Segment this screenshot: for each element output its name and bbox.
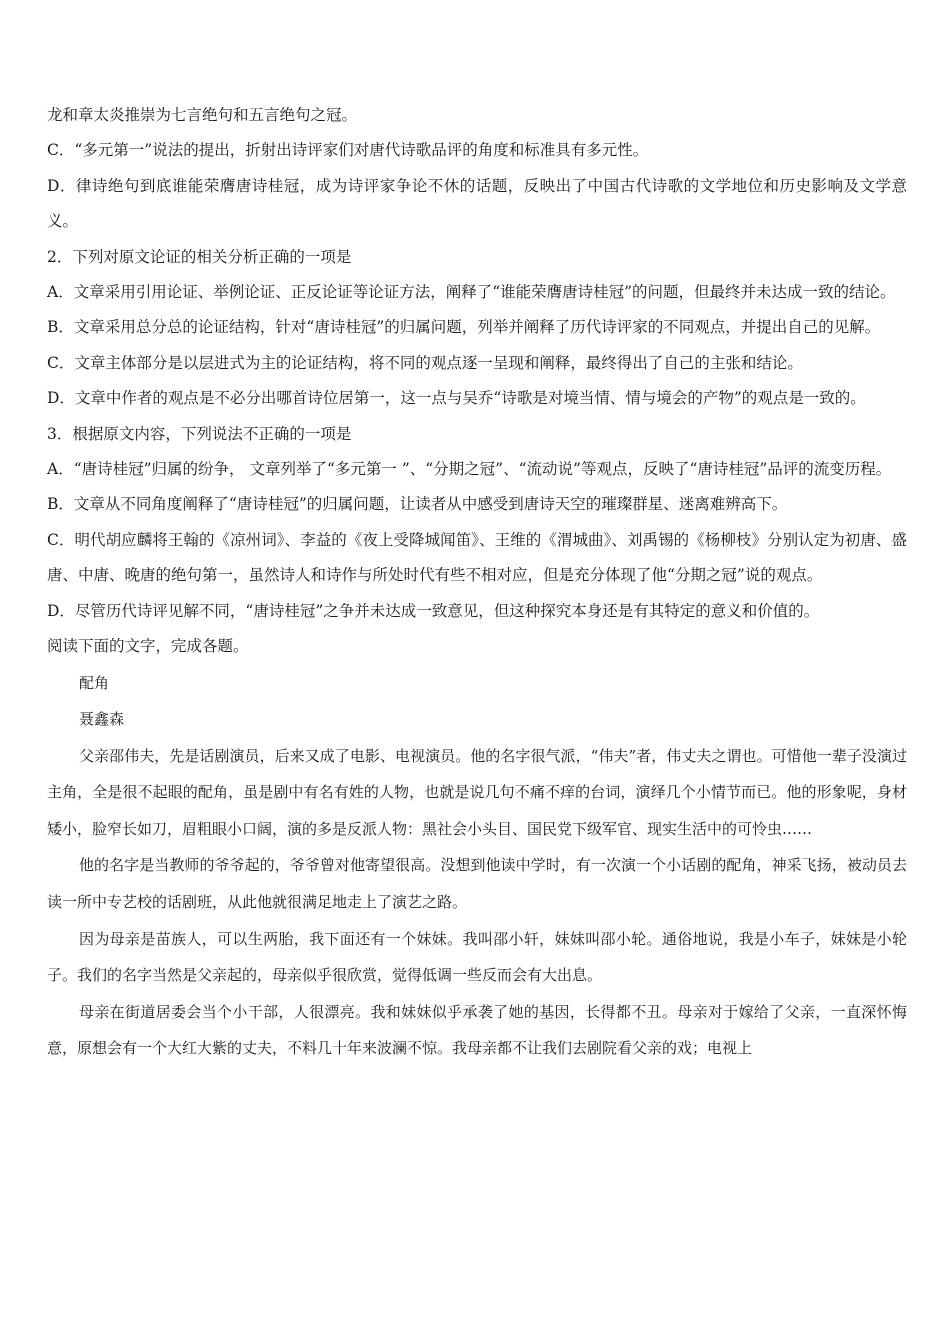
story-paragraph: 因为母亲是苗族人，可以生两胎，我下面还有一个妹妹。我叫邵小轩，妹妹叫邵小轮。通俗地说，我是小车子，妹妹是小轮子。我们的名字当然是父亲起的，母亲似乎很欣赏，觉得低调一些反而会有大出息。 [47,929,907,985]
story-paragraph: 父亲邵伟夫，先是话剧演员，后来又成了电影、电视演员。他的名字很气派，“伟夫”者，伟丈夫之谓也。可惜他一辈子没演过主角，全是很不起眼的配角，虽是剧中有名有姓的人物，也就是说几句不痛不痒的台词，演绎几个小情节而已。他的形象呢，身材矮小，脸窄长如刀，眉粗眼小口阔，演的多是反派人物：黑社会小头目、国民党下级军官、现实生活中的可怜虫…… [47,746,907,838]
q2-option-c: C．文章主体部分是以层进式为主的论证结构，将不同的观点逐一呈现和阐释，最终得出了自己的主张和结论。 [47,353,803,372]
q2-option-a: A．文章采用引用论证、举例论证、正反论证等论证方法，阐释了“谁能荣膺唐诗桂冠”的问题，但最终并未达成一致的结论。 [47,283,896,302]
text-line: 龙和章太炎推崇为七言绝句和五言绝句之冠。 [47,106,358,124]
reading-instruction: 阅读下面的文字，完成各题。 [47,637,249,656]
story-author: 聂鑫森 [79,710,125,729]
q3-option-c: C．明代胡应麟将王翰的《凉州词》、李益的《夜上受降城闻笛》、王维的《渭城曲》、刘禹锡的《杨柳枝》分别认定为初唐、盛唐、中唐、晚唐的绝句第一，虽然诗人和诗作与所处时代有些不相对应，但是充分体现了他“分期之冠”说的观点。 [47,530,907,585]
question-2: 2．下列对原文论证的相关分析正确的一项是 [47,247,352,266]
q2-option-b: B．文章采用总分总的论证结构，针对“唐诗桂冠”的归属问题，列举并阐释了历代诗评家的不同观点，并提出自己的见解。 [47,318,881,337]
q3-option-d: D．尽管历代诗评见解不同，“唐诗桂冠”之争并未达成一致意见，但这种探究本身还是有其特定的意义和价值的。 [47,601,820,620]
story-section [47,665,907,1068]
story-title: 配角 [79,673,110,692]
story-paragraph: 母亲在街道居委会当个小干部，人很漂亮。我和妹妹似乎承袭了她的基因，长得都不丑。母亲对于嫁给了父亲，一直深怀悔意，原想会有一个大红大紫的丈夫，不料几十年来波澜不惊。我母亲都不让我们去剧院看父亲的戏；电视上 [47,1002,907,1058]
document-page [47,98,907,1067]
question-3: 3．根据原文内容，下列说法不正确的一项是 [47,424,352,443]
q1-option-c: C．“多元第一”说法的提出，折射出诗评家们对唐代诗歌品评的角度和标准具有多元性。 [47,141,649,160]
q3-option-b: B．文章从不同角度阐释了“唐诗桂冠”的归属问题，让读者从中感受到唐诗天空的璀璨群星、迷离难辨高下。 [47,495,788,514]
q1-option-d: D．律诗绝句到底谁能荣膺唐诗桂冠，成为诗评家争论不休的话题，反映出了中国古代诗歌的文学地位和历史影响及文学意义。 [47,176,907,231]
q2-option-d: D．文章中作者的观点是不必分出哪首诗位居第一，这一点与吴乔“诗歌是对境当情、情与境会的产物”的观点是一致的。 [47,389,866,408]
q3-option-a: A．“唐诗桂冠”归属的纷争， 文章列举了“多元第一 ”、“分期之冠”、“流动说”等观点，反映了“唐诗桂冠”品评的流变历程。 [47,460,892,479]
story-paragraph: 他的名字是当教师的爷爷起的，爷爷曾对他寄望很高。没想到他读中学时，有一次演一个小话剧的配角，神采飞扬，被动员去读一所中专艺校的话剧班，从此他就很满足地走上了演艺之路。 [47,856,907,912]
